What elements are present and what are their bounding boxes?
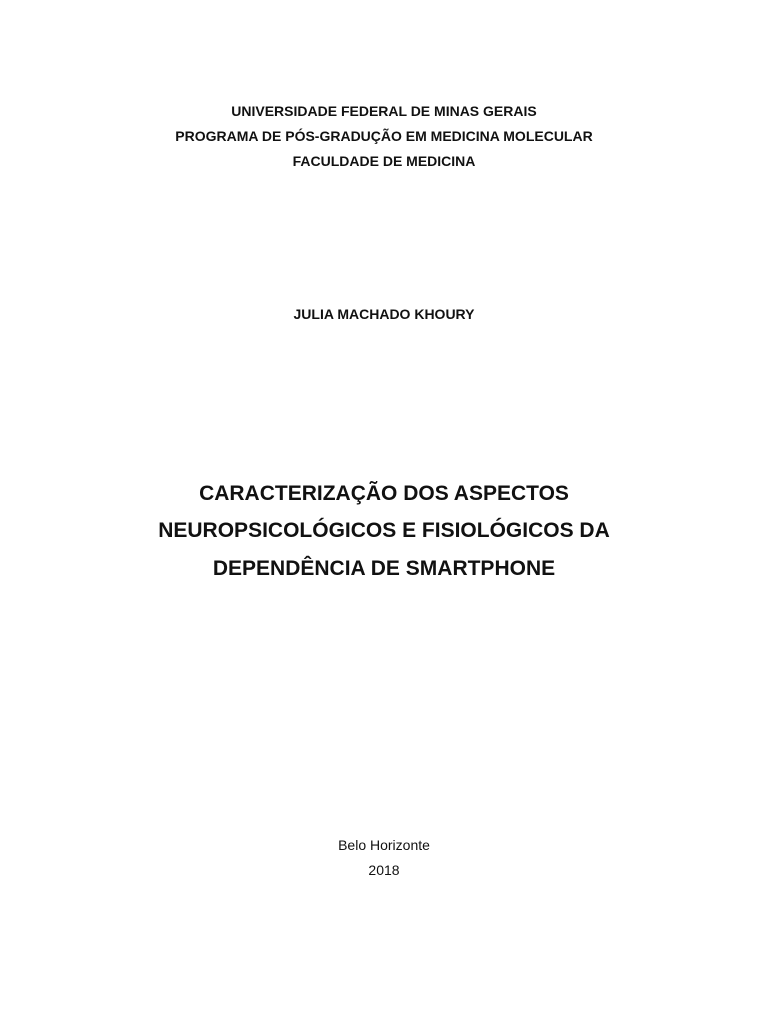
author-name: JULIA MACHADO KHOURY <box>293 306 475 322</box>
city: Belo Horizonte <box>338 837 430 853</box>
faculty-name: FACULDADE DE MEDICINA <box>292 153 476 169</box>
thesis-title-line-3: DEPENDÊNCIA DE SMARTPHONE <box>212 557 556 580</box>
thesis-title-line-2: NEUROPSICOLÓGICOS E FISIOLÓGICOS DA <box>158 519 610 542</box>
institution-name: UNIVERSIDADE FEDERAL DE MINAS GERAIS <box>231 103 537 119</box>
program-name: PROGRAMA DE PÓS-GRADUÇÃO EM MEDICINA MOLECULAR <box>175 128 593 144</box>
thesis-title-line-1: CARACTERIZAÇÃO DOS ASPECTOS <box>199 482 569 505</box>
year: 2018 <box>368 862 400 878</box>
